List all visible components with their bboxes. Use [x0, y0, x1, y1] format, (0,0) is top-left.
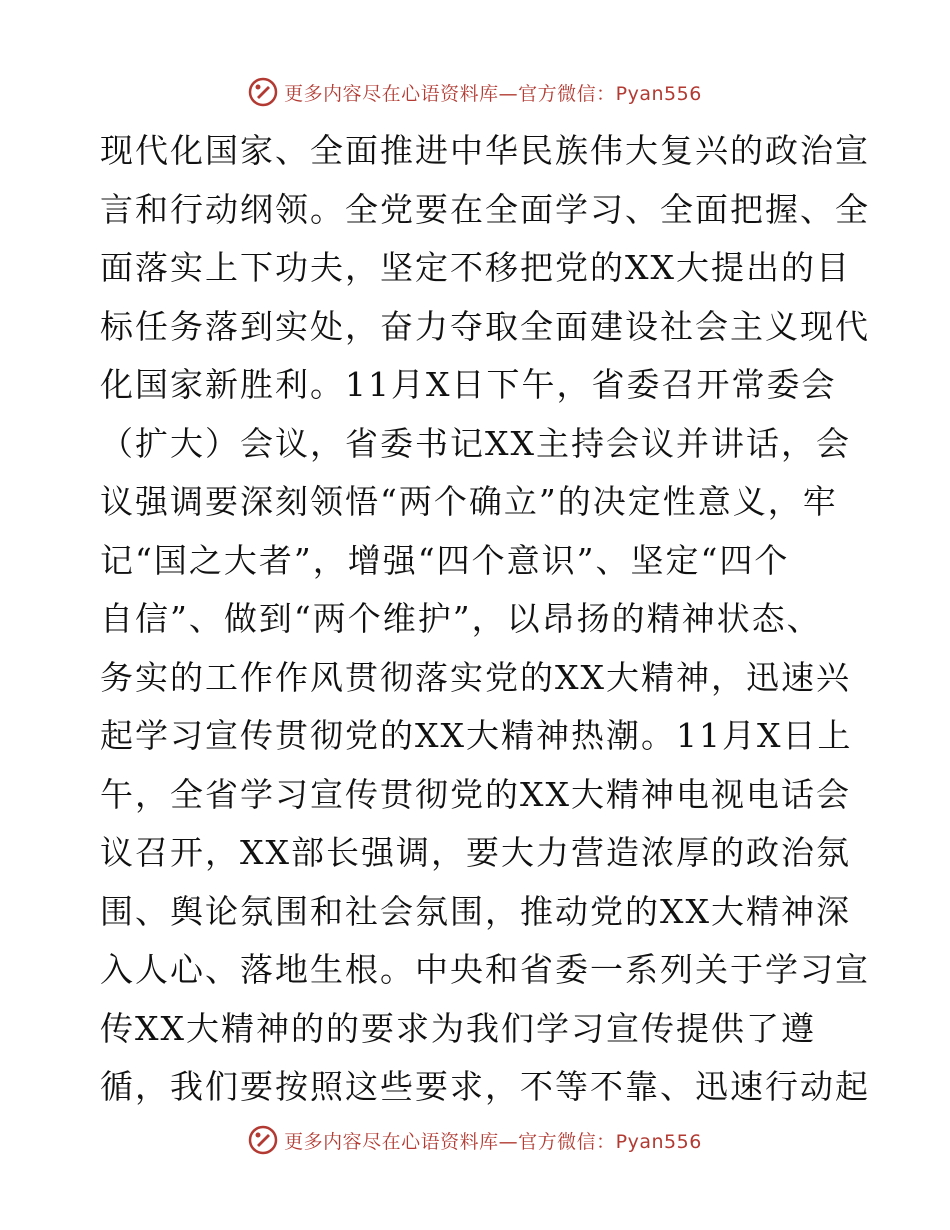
body-line: 循，我们要按照这些要求，不等不靠、迅速行动起: [100, 1067, 870, 1106]
body-line: 化国家新胜利。11月X日下午，省委召开常委会: [100, 365, 837, 404]
body-line: 现代化国家、全面推进中华民族伟大复兴的政治宣: [100, 131, 870, 170]
body-line: 言和行动纲领。全党要在全面学习、全面把握、全: [100, 189, 870, 229]
body-line: 记“国之大者”，增强“四个意识”、坚定“四个: [100, 540, 790, 580]
footer-watermark-banner: [0, 1120, 950, 1160]
header-banner-text: 更多内容尽在心语资料库—官方微信：Pyan556: [284, 82, 702, 105]
header-watermark-banner: [0, 72, 950, 112]
brand-logo-icon: [248, 77, 278, 107]
body-line: 传XX大精神的的要求为我们学习宣传提供了遵: [100, 1008, 816, 1048]
brand-logo-icon: [248, 1125, 278, 1155]
body-line: 午，全省学习宣传贯彻党的XX大精神电视电话会: [100, 774, 851, 814]
body-line: 议召开，XX部长强调，要大力营造浓厚的政治氛: [100, 833, 851, 872]
body-line: （扩大）会议，省委书记XX主持会议并讲话，会: [100, 423, 851, 463]
body-line: 自信”、做到“两个维护”，以昂扬的精神状态、: [100, 599, 822, 638]
body-line: 起学习宣传贯彻党的XX大精神热潮。11月X日上: [100, 716, 853, 755]
body-line: 议强调要深刻领悟“两个确立”的决定性意义，牢: [100, 482, 838, 521]
body-line: 围、舆论氛围和社会氛围，推动党的XX大精神深: [100, 891, 851, 931]
document-body: [100, 122, 870, 1117]
body-line: 面落实上下功夫，坚定不移把党的XX大提出的目: [100, 248, 851, 287]
body-line: 标任务落到实处，奋力夺取全面建设社会主义现代: [100, 306, 870, 346]
body-line: 务实的工作作风贯彻落实党的XX大精神，迅速兴: [100, 657, 851, 697]
body-line: 入人心、落地生根。中央和省委一系列关于学习宣: [100, 950, 870, 989]
footer-banner-text: 更多内容尽在心语资料库—官方微信：Pyan556: [284, 1130, 702, 1153]
